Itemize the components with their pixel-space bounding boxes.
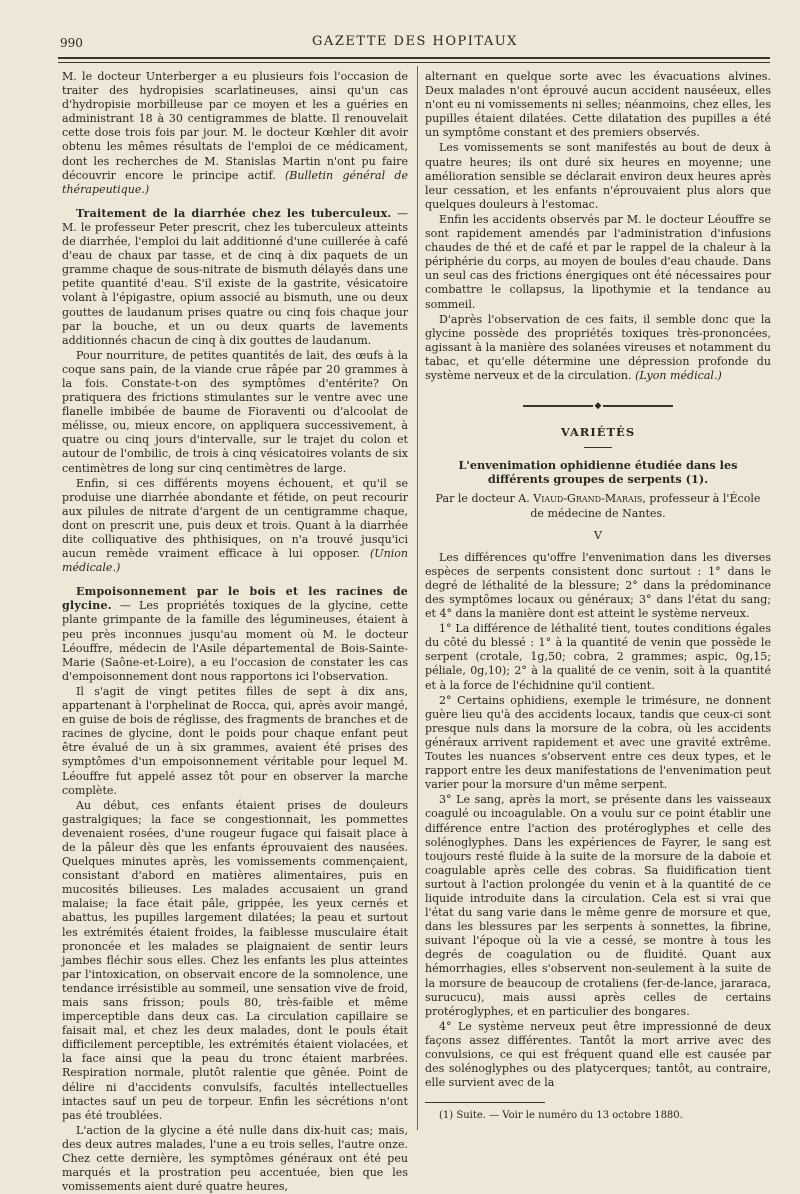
paragraph: alternant en quelque sorte avec les évacuations alvines. Deux malades n'ont éprouvé aucun accident nauséeux, elles n'ont eu ni vomissements ni selles; néanmoins, chez elles, les pupilles étaient dilatées. Cette dilatation des pupilles a été un symptôme constant et des premiers observés. <box>425 70 771 140</box>
byline <box>435 492 761 520</box>
paragraph-text: D'après l'observation de ces faits, il semble donc que la glycine possède des propriétés toxiques très-prononcées, agissant à la manière des solanées vireuses et notamment du tabac, et qu'elle détermine une dépression profonde du système nerveux et de la circulation. <box>425 312 771 382</box>
author-name: Viaud-Grand-Marais <box>533 492 643 506</box>
source-citation: (Union médicale.) <box>62 547 408 575</box>
part-number: V <box>594 528 602 542</box>
section-title: VARIÉTÉS <box>560 425 636 440</box>
diamond-icon: ◆ <box>594 401 602 412</box>
page-header <box>60 30 770 54</box>
paragraph-text: — Les propriétés toxiques de la glycine, cette plante grimpante de la famille des légumineuses, étaient à peu près inconnues jusqu'au moment où M. le docteur Léouffre, médecin de l'Asile départemental de Bois-Sainte-Marie (Saône-et-Loire), a eu l'occasion de constater les cas d'empoisonnement dont nous rapportons ici l'observation. <box>62 599 408 683</box>
short-rule <box>584 447 612 448</box>
ornament-line <box>603 405 673 407</box>
footnote: (1) Suite. — Voir le numéro du 13 octobre 1880. <box>439 1110 683 1122</box>
footnote-rule <box>425 1102 545 1103</box>
ornament-line <box>523 405 593 407</box>
section-heading: Empoisonnement par le bois et les racines de glycine. <box>62 585 408 613</box>
page-number: 990 <box>60 36 83 50</box>
section-paragraph <box>62 585 408 684</box>
paragraph: L'action de la glycine a été nulle dans dix-huit cas; mais, des deux autres malades, l'une a eu trois selles, l'autre onze. Chez cette dernière, les symptômes généraux ont été peu marqués et la prostration peu accentuée, bien que les vomissements aient duré quatre heures, <box>62 1123 408 1194</box>
byline-prefix: Par le docteur A. <box>435 492 534 506</box>
paragraph: Pour nourriture, de petites quantités de lait, des œufs à la coque sans pain, de la viande crue râpée par 20 grammes à la fois. Constate-t-on des symptômes d'entérite? On pratiquera des frictions stimulantes sur le ventre avec une flanelle imbibée de baume de Fioraventi ou d'alcoolat de mélisse, ou, mieux encore, on appliquera successivement, à quatre ou cinq jours d'intervalle, sur le trajet du colon et autour de l'ombilic, de trois à cinq vésicatoires volants de six centimètres de long sur cinq centimètres de large. <box>62 348 408 475</box>
paragraph: Les différences qu'offre l'envenimation dans les diverses espèces de serpents consistent donc surtout : 1° dans le degré de léthalité de la blessure; 2° dans la prédominance des symptômes locaux ou généraux; 3° dans l'état du sang; et 4° dans la manière dont est atteint le système nerveux. <box>425 550 771 621</box>
article-title: L'envenimation ophidienne étudiée dans les différents groupes de serpents (1). <box>458 458 738 487</box>
ornamental-divider <box>425 399 771 413</box>
journal-title: GAZETTE DES HOPITAUX <box>312 34 518 49</box>
byline-suffix: , professeur à l'École de médecine de Nantes. <box>530 492 761 520</box>
paragraph <box>62 70 408 197</box>
paragraph: Il s'agit de vingt petites filles de sept à dix ans, appartenant à l'orphelinat de Rocca, qui, après avoir mangé, en guise de bois de réglisse, des fragments de branches et de racines de glycine, dont le poids pour chaque enfant peut être évalué de un à six grammes, avaient été prises des symptômes d'un empoisonnement véritable pour lequel M. Léouffre fut appelé assez tôt pour en observer la marche complète. <box>62 684 408 797</box>
column-divider <box>417 66 418 1130</box>
paragraph <box>62 477 408 576</box>
paragraph: 2° Certains ophidiens, exemple le trimésure, ne donnent guère lieu qu'à des accidents locaux, tandis que ceux-ci sont presque nuls dans la morsure de la cobra, où les accidents généraux arrivent rapidement et avec une gravité extrême. Toutes les nuances s'observent entre ces deux types, et le rapport entre les deux manifestations de l'envenimation peut varier pour la morsure d'un même serpent. <box>425 693 771 792</box>
paragraph: Les vomissements se sont manifestés au bout de deux à quatre heures; ils ont duré six heures en moyenne; une amélioration sensible se déclarait environ deux heures après leur cessation, et les enfants n'éprouvaient plus alors que quelques douleurs à l'estomac. <box>425 141 771 211</box>
paragraph-text: M. le docteur Unterberger a eu plusieurs fois l'occasion de traiter des hydropisies scarlatineuses, ainsi qu'un cas d'hydropisie morbilleuse par ce moyen et les a guéries en administrant 18 à 30 centigrammes de blatte. Il renouvelait cette dose trois fois par jour. M. le docteur Kœhler dit avoir obtenu les mêmes résultats de l'emploi de ce médicament, dont les recherches de M. Stanislas Martin n'ont pu faire découvrir encore le principe actif. <box>62 70 408 182</box>
paragraph-text: Enfin, si ces différents moyens échouent, et qu'il se produise une diarrhée abondante et fétide, on peut recourir aux pilules de nitrate d'argent de un centigramme chaque, dont on prescrit une, puis deux et trois. Quant à la diarrhée dite colliquative des phthisiques, on n'a trouvé jusqu'ici aucun remède vraiment efficace à lui opposer. <box>62 476 408 561</box>
paragraph: Au début, ces enfants étaient prises de douleurs gastralgiques; la face se congestionnait, les pommettes devenaient rosées, d'une rougeur fugace qui faisait place à de la pâleur dès que les enfants éprouvaient des nausées. Quelques minutes après, les vomissements commençaient, consistant d'abord en matières alimentaires, puis en mucosités bilieuses. Les malades accusaient un grand malaise; la face était pâle, grippée, les yeux cernés et abattus, les pupilles largement dilatées; la peau et surtout les extrémités étaient froides, la faiblesse musculaire était prononcée et les malades se plaignaient de sentir leurs jambes fléchir sous elles. Chez les enfants les plus atteintes par l'intoxication, on observait encore de la somnolence, une tendance irrésistible au sommeil, une sensation vive de froid, mais sans frisson; pouls 80, très-faible et même imperceptible dans deux cas. La circulation capillaire se faisait mal, et chez les deux malades, dont le pouls était difficilement perceptible, les extrémités étaient violacées, et la face ainsi que la peau du tronc étaient marbrées. Respiration normale, plutôt ralentie que gênée. Point de délire ni d'accidents convulsifs, facultés intellectuelles intactes sauf un peu de torpeur. Enfin les sécrétions n'ont pas été troublées. <box>62 798 408 1122</box>
paragraph: 3° Le sang, après la mort, se présente dans les vaisseaux coagulé ou incoagulable. On a voulu sur ce point établir une différence entre l'action des protéroglyphes et celle des solénoglyphes. Dans les expériences de Fayrer, le sang est toujours resté fluide à la suite de la morsure de la daboie et coagulable après celle des cobras. Sa fluidification tient surtout à l'action prolongée du venin et à la quantité de ce liquide introduite dans la circulation. Cela est si vrai que l'état du sang varie dans le même genre de morsure et que, dans les blessures par les serpents à sonnettes, la fibrine, suivant l'époque où la vie a cessé, se montre à tous les degrés de coagulation ou de fluidité. Quant aux hémorrhagies, elles s'observent non-seulement à la suite de la morsure de beaucoup de crotaliens (fer-de-lance, jararaca, surucucu), mais aussi après celles de certains protéroglyphes, et en particulier des bongares. <box>425 793 771 1018</box>
source-citation: (Lyon médical.) <box>635 368 722 382</box>
paragraph: Enfin les accidents observés par M. le docteur Léouffre se sont rapidement amendés par l'administration d'infusions chaudes de thé et de café et par le rappel de la chaleur à la périphérie du corps, au moyen de boules d'eau chaude. Dans un seul cas des frictions énergiques ont été nécessaires pour combattre le collapsus, la lipothymie et la tendance au sommeil. <box>425 212 771 311</box>
section-heading: Traitement de la diarrhée chez les tuberculeux. <box>76 206 392 220</box>
section-paragraph <box>62 207 408 348</box>
source-citation: (Bulletin général de thérapeutique.) <box>62 168 408 196</box>
paragraph: 4° Le système nerveux peut être impressionné de deux façons assez différentes. Tantôt la mort arrive avec des convulsions, ce qui est fréquent quand elle est causée par des solénoglyphes ou des platycerques; tantôt, au contraire, elle survient avec de la <box>425 1019 771 1090</box>
right-column <box>425 70 771 1130</box>
left-column <box>62 70 409 1194</box>
header-rule <box>58 57 770 63</box>
paragraph: 1° La différence de léthalité tient, toutes conditions égales du côté du blessé : 1° à la quantité de venin que possède le serpent (crotale, 1g,50; cobra, 2 grammes; aspic, 0g,15; péliale, 0g,10); 2° à la qualité de ce venin, soit à la quantité et à la force de l'échidnine qu'il contient. <box>425 622 771 692</box>
paragraph-text: — M. le professeur Peter prescrit, chez les tuberculeux atteints de diarrhée, l'emploi du lait additionné d'une cuillerée à café d'eau de chaux par tasse, et de cinq à dix paquets de un gramme chaque de sous-nitrate de bismuth délayés dans une petite quantité d'eau. S'il existe de la gastrite, vésicatoire volant à l'épigastre, opium associé au bismuth, une ou deux gouttes de laudanum prises quatre ou cinq fois chaque jour par la bouche, et un ou deux quarts de lavements additionnés chacun de cinq à dix gouttes de laudanum. <box>62 206 409 347</box>
paragraph <box>425 313 771 383</box>
